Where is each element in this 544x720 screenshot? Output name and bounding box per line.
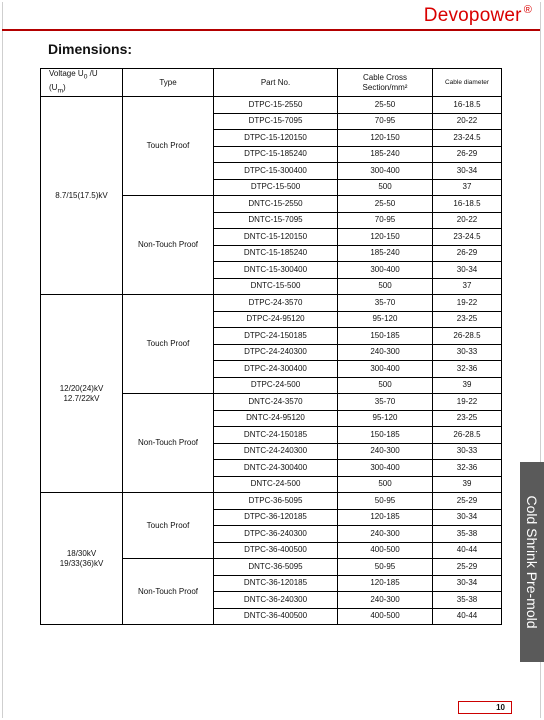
voltage-line: 12.7/22kV bbox=[63, 393, 100, 403]
part-no-cell: DNTC-36-400500 bbox=[214, 608, 338, 625]
header-type: Type bbox=[123, 69, 214, 97]
cable-cross-section-cell: 35-70 bbox=[338, 295, 433, 312]
type-cell: Touch Proof bbox=[123, 493, 214, 559]
part-no-cell: DNTC-24-150185 bbox=[214, 427, 338, 444]
cable-cross-section-cell: 240-300 bbox=[338, 443, 433, 460]
cable-cross-section-cell: 70-95 bbox=[338, 212, 433, 229]
cable-cross-section-cell: 300-400 bbox=[338, 262, 433, 279]
part-no-cell: DTPC-15-500 bbox=[214, 179, 338, 196]
cable-diameter-cell: 39 bbox=[433, 377, 502, 394]
cable-diameter-cell: 19-22 bbox=[433, 394, 502, 411]
cable-diameter-cell: 20-22 bbox=[433, 113, 502, 130]
cable-cross-section-cell: 120-150 bbox=[338, 130, 433, 147]
cable-cross-section-cell: 500 bbox=[338, 377, 433, 394]
table-row bbox=[41, 97, 502, 114]
page-number: 10 bbox=[458, 701, 512, 714]
table-body bbox=[41, 97, 502, 625]
voltage-line: 19/33(36)kV bbox=[59, 558, 104, 568]
cable-diameter-cell: 23-24.5 bbox=[433, 229, 502, 246]
type-cell: Non-Touch Proof bbox=[123, 559, 214, 625]
cable-diameter-cell: 16-18.5 bbox=[433, 97, 502, 114]
cable-diameter-cell: 37 bbox=[433, 179, 502, 196]
registered-mark: ® bbox=[523, 4, 532, 16]
cable-diameter-cell: 32-36 bbox=[433, 361, 502, 378]
side-tab-label: Cold Shrink Pre-mold bbox=[524, 495, 540, 629]
voltage-line: 12/20(24)kV bbox=[59, 383, 104, 393]
cable-diameter-cell: 40-44 bbox=[433, 542, 502, 559]
part-no-cell: DNTC-24-300400 bbox=[214, 460, 338, 477]
voltage-cell bbox=[41, 493, 123, 625]
part-no-cell: DNTC-24-500 bbox=[214, 476, 338, 493]
type-cell: Touch Proof bbox=[123, 295, 214, 394]
dimensions-table bbox=[40, 68, 502, 625]
header-rule bbox=[2, 29, 540, 31]
part-no-cell: DTPC-36-240300 bbox=[214, 526, 338, 543]
part-no-cell: DTPC-15-120150 bbox=[214, 130, 338, 147]
cable-diameter-cell: 26-28.5 bbox=[433, 328, 502, 345]
cable-cross-section-cell: 400-500 bbox=[338, 608, 433, 625]
part-no-cell: DTPC-24-240300 bbox=[214, 344, 338, 361]
cable-diameter-cell: 16-18.5 bbox=[433, 196, 502, 213]
table-row bbox=[41, 295, 502, 312]
part-no-cell: DTPC-24-150185 bbox=[214, 328, 338, 345]
cable-cross-section-cell: 95-120 bbox=[338, 410, 433, 427]
part-no-cell: DNTC-15-300400 bbox=[214, 262, 338, 279]
cable-diameter-cell: 26-28.5 bbox=[433, 427, 502, 444]
voltage-cell bbox=[41, 97, 123, 295]
cable-cross-section-cell: 185-240 bbox=[338, 245, 433, 262]
part-no-cell: DNTC-15-7095 bbox=[214, 212, 338, 229]
cable-diameter-cell: 35-38 bbox=[433, 592, 502, 609]
cable-cross-section-cell: 25-50 bbox=[338, 97, 433, 114]
cable-cross-section-cell: 500 bbox=[338, 476, 433, 493]
part-no-cell: DTPC-24-300400 bbox=[214, 361, 338, 378]
cable-diameter-cell: 30-34 bbox=[433, 575, 502, 592]
cable-cross-section-cell: 50-95 bbox=[338, 559, 433, 576]
cable-diameter-cell: 32-36 bbox=[433, 460, 502, 477]
part-no-cell: DTPC-15-185240 bbox=[214, 146, 338, 163]
cable-diameter-cell: 30-34 bbox=[433, 163, 502, 180]
cable-cross-section-cell: 120-185 bbox=[338, 575, 433, 592]
part-no-cell: DTPC-24-95120 bbox=[214, 311, 338, 328]
cable-cross-section-cell: 240-300 bbox=[338, 526, 433, 543]
section-side-tab bbox=[520, 462, 544, 662]
header-part-no: Part No. bbox=[214, 69, 338, 97]
part-no-cell: DTPC-24-500 bbox=[214, 377, 338, 394]
cable-cross-section-cell: 25-50 bbox=[338, 196, 433, 213]
header-voltage: Voltage $U_0$ /U $(U_m)$ bbox=[41, 69, 123, 97]
cable-cross-section-cell: 300-400 bbox=[338, 460, 433, 477]
cable-diameter-cell: 25-29 bbox=[433, 493, 502, 510]
cable-diameter-cell: 23-25 bbox=[433, 410, 502, 427]
cable-cross-section-cell: 240-300 bbox=[338, 344, 433, 361]
table-row bbox=[41, 493, 502, 510]
cable-diameter-cell: 39 bbox=[433, 476, 502, 493]
cable-diameter-cell: 26-29 bbox=[433, 245, 502, 262]
cable-cross-section-cell: 500 bbox=[338, 278, 433, 295]
cable-diameter-cell: 37 bbox=[433, 278, 502, 295]
cable-diameter-cell: 30-34 bbox=[433, 509, 502, 526]
header-cable-cross-section: Cable Cross Section/mm² bbox=[338, 69, 433, 97]
part-no-cell: DTPC-15-7095 bbox=[214, 113, 338, 130]
cable-diameter-cell: 30-34 bbox=[433, 262, 502, 279]
cable-diameter-cell: 35-38 bbox=[433, 526, 502, 543]
cable-diameter-cell: 23-25 bbox=[433, 311, 502, 328]
cable-cross-section-cell: 300-400 bbox=[338, 361, 433, 378]
type-cell: Non-Touch Proof bbox=[123, 196, 214, 295]
type-cell: Non-Touch Proof bbox=[123, 394, 214, 493]
part-no-cell: DNTC-15-185240 bbox=[214, 245, 338, 262]
brand-name: Devopower bbox=[423, 5, 522, 26]
part-no-cell: DTPC-24-3570 bbox=[214, 295, 338, 312]
part-no-cell: DTPC-36-400500 bbox=[214, 542, 338, 559]
part-no-cell: DNTC-24-95120 bbox=[214, 410, 338, 427]
cable-cross-section-cell: 150-185 bbox=[338, 328, 433, 345]
part-no-cell: DNTC-15-500 bbox=[214, 278, 338, 295]
cable-cross-section-cell: 120-150 bbox=[338, 229, 433, 246]
cable-diameter-cell: 20-22 bbox=[433, 212, 502, 229]
voltage-line: 8.7/15(17.5)kV bbox=[55, 190, 108, 200]
page-title: Dimensions: bbox=[48, 41, 133, 57]
part-no-cell: DNTC-36-240300 bbox=[214, 592, 338, 609]
cable-cross-section-cell: 95-120 bbox=[338, 311, 433, 328]
part-no-cell: DTPC-36-120185 bbox=[214, 509, 338, 526]
part-no-cell: DNTC-15-120150 bbox=[214, 229, 338, 246]
voltage-cell bbox=[41, 295, 123, 493]
header-cable-diameter: Cable diameter bbox=[433, 69, 502, 97]
cable-cross-section-cell: 50-95 bbox=[338, 493, 433, 510]
cable-cross-section-cell: 240-300 bbox=[338, 592, 433, 609]
cable-diameter-cell: 26-29 bbox=[433, 146, 502, 163]
cable-cross-section-cell: 400-500 bbox=[338, 542, 433, 559]
part-no-cell: DNTC-15-2550 bbox=[214, 196, 338, 213]
cable-diameter-cell: 40-44 bbox=[433, 608, 502, 625]
part-no-cell: DNTC-24-240300 bbox=[214, 443, 338, 460]
cable-cross-section-cell: 35-70 bbox=[338, 394, 433, 411]
part-no-cell: DTPC-15-2550 bbox=[214, 97, 338, 114]
table-header-row bbox=[41, 69, 502, 97]
cable-cross-section-cell: 300-400 bbox=[338, 163, 433, 180]
cable-diameter-cell: 30-33 bbox=[433, 344, 502, 361]
part-no-cell: DTPC-36-5095 bbox=[214, 493, 338, 510]
cable-diameter-cell: 19-22 bbox=[433, 295, 502, 312]
cable-cross-section-cell: 500 bbox=[338, 179, 433, 196]
brand-logo bbox=[424, 4, 532, 27]
cable-cross-section-cell: 120-185 bbox=[338, 509, 433, 526]
part-no-cell: DNTC-36-5095 bbox=[214, 559, 338, 576]
cable-cross-section-cell: 150-185 bbox=[338, 427, 433, 444]
cable-diameter-cell: 30-33 bbox=[433, 443, 502, 460]
cable-diameter-cell: 23-24.5 bbox=[433, 130, 502, 147]
cable-diameter-cell: 25-29 bbox=[433, 559, 502, 576]
voltage-line: 18/30kV bbox=[66, 548, 97, 558]
part-no-cell: DNTC-24-3570 bbox=[214, 394, 338, 411]
cable-cross-section-cell: 185-240 bbox=[338, 146, 433, 163]
type-cell: Touch Proof bbox=[123, 97, 214, 196]
cable-cross-section-cell: 70-95 bbox=[338, 113, 433, 130]
part-no-cell: DNTC-36-120185 bbox=[214, 575, 338, 592]
part-no-cell: DTPC-15-300400 bbox=[214, 163, 338, 180]
